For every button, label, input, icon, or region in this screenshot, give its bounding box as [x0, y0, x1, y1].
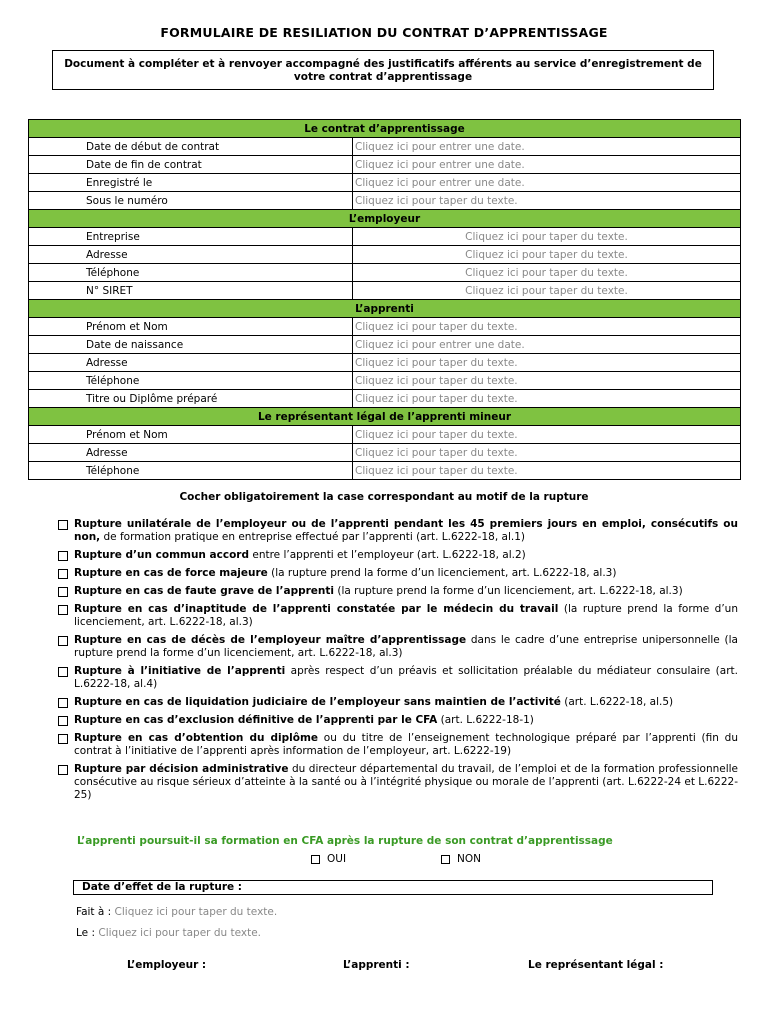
- reason-checkbox[interactable]: [58, 569, 68, 579]
- signature-apprenti: L’apprenti :: [343, 959, 410, 971]
- reason-checkbox[interactable]: [58, 765, 68, 775]
- field-input[interactable]: Cliquez ici pour taper du texte.: [353, 462, 741, 480]
- reason-text: [74, 732, 738, 758]
- field-label: Sous le numéro: [29, 192, 353, 210]
- field-input[interactable]: Cliquez ici pour taper du texte.: [353, 192, 741, 210]
- reason-checkbox[interactable]: [58, 716, 68, 726]
- reason-detail: (art. L.6222-18, al.5): [560, 696, 674, 708]
- reason-checkbox[interactable]: [58, 667, 68, 677]
- notice-box: Document à compléter et à renvoyer accompagné des justificatifs afférents au service d’enregistrement de votre contrat d’apprentissage: [52, 50, 714, 90]
- reason-item: [58, 696, 738, 709]
- field-label: Adresse: [29, 354, 353, 372]
- reason-text: [74, 518, 738, 544]
- non-label: NON: [457, 853, 481, 865]
- reason-text: [74, 567, 738, 580]
- reason-bold: Rupture en cas d’obtention du diplôme: [74, 732, 319, 744]
- field-label: Enregistré le: [29, 174, 353, 192]
- reason-detail: (la rupture prend la forme d’un licenciement, art. L.6222-18, al.3): [74, 603, 738, 628]
- reason-text: [74, 696, 738, 709]
- reason-bold: Rupture à l’initiative de l’apprenti: [74, 665, 286, 677]
- reason-bold: Rupture en cas de décès de l’employeur maître d’apprentissage: [74, 634, 467, 646]
- field-input[interactable]: Cliquez ici pour taper du texte.: [353, 228, 741, 246]
- field-label: Date de naissance: [29, 336, 353, 354]
- le-label: Le :: [76, 927, 96, 939]
- field-label: Adresse: [29, 246, 353, 264]
- reason-checkbox[interactable]: [58, 734, 68, 744]
- table-row: [29, 174, 741, 192]
- oui-label: OUI: [327, 853, 347, 865]
- reason-text: [74, 665, 738, 691]
- reason-checkbox[interactable]: [58, 605, 68, 615]
- rupture-reasons-list: [58, 518, 738, 807]
- reason-checkbox[interactable]: [58, 698, 68, 708]
- reason-detail: du directeur départemental du travail, de l’emploi et de la formation professionnelle consécutive au risque sérieux d’atteinte à la santé ou à l’intégrité physique ou morale de l’apprenti (art. L.6222-24 et L.6222-25): [74, 763, 739, 801]
- field-input[interactable]: Cliquez ici pour entrer une date.: [353, 174, 741, 192]
- field-input[interactable]: Cliquez ici pour entrer une date.: [353, 156, 741, 174]
- instruction-text: Cocher obligatoirement la case correspondant au motif de la rupture: [179, 491, 589, 503]
- reason-detail: après respect d’un préavis et sollicitation préalable du médiateur consulaire (art. L.6222-18, al.4): [74, 665, 738, 690]
- cfa-question: L’apprenti poursuit-il sa formation en CFA après la rupture de son contrat d’apprentissage: [77, 835, 613, 847]
- field-input[interactable]: Cliquez ici pour taper du texte.: [353, 264, 741, 282]
- field-input[interactable]: Cliquez ici pour taper du texte.: [353, 246, 741, 264]
- field-input[interactable]: Cliquez ici pour taper du texte.: [353, 372, 741, 390]
- reason-text: [74, 603, 738, 629]
- reason-item: [58, 585, 738, 598]
- oui-checkbox[interactable]: [311, 855, 320, 864]
- table-row: [29, 390, 741, 408]
- section-header-apprenti: L’apprenti: [29, 300, 741, 318]
- table-row: [29, 138, 741, 156]
- field-label: Date de début de contrat: [29, 138, 353, 156]
- reason-detail: dans le cadre d’une entreprise unipersonnelle (la rupture prend la forme d’un licenciement, art. L.6222-18, al.3): [74, 634, 738, 659]
- table-row: [29, 156, 741, 174]
- reason-item: [58, 567, 738, 580]
- reason-checkbox[interactable]: [58, 520, 68, 530]
- form-title: FORMULAIRE DE RESILIATION DU CONTRAT D’APPRENTISSAGE: [160, 25, 608, 40]
- field-input[interactable]: Cliquez ici pour entrer une date.: [353, 336, 741, 354]
- table-row: [29, 282, 741, 300]
- reason-item: [58, 665, 738, 691]
- field-label: Prénom et Nom: [29, 318, 353, 336]
- section-header-representant: Le représentant légal de l’apprenti mineur: [29, 408, 741, 426]
- reason-text: [74, 585, 738, 598]
- field-input[interactable]: Cliquez ici pour entrer une date.: [353, 138, 741, 156]
- field-label: Téléphone: [29, 372, 353, 390]
- reason-detail: (art. L.6222-18-1): [437, 714, 534, 726]
- reason-bold: Rupture unilatérale de l’employeur ou de l’apprenti pendant les 45 premiers jours en emploi, consécutifs ou non,: [74, 518, 738, 543]
- table-row: [29, 372, 741, 390]
- reason-item: [58, 714, 738, 727]
- reason-item: [58, 518, 738, 544]
- reason-text: [74, 763, 738, 802]
- reason-bold: Rupture en cas d’inaptitude de l’apprenti constatée par le médecin du travail: [74, 603, 559, 615]
- reason-bold: Rupture en cas de liquidation judiciaire de l’employeur sans maintien de l’activité: [74, 696, 561, 708]
- field-label: Téléphone: [29, 264, 353, 282]
- reason-bold: Rupture en cas d’exclusion définitive de l’apprenti par le CFA: [74, 714, 438, 726]
- table-row: [29, 354, 741, 372]
- table-row: [29, 192, 741, 210]
- signature-employeur: L’employeur :: [127, 959, 207, 971]
- reason-checkbox[interactable]: [58, 636, 68, 646]
- field-label: Date de fin de contrat: [29, 156, 353, 174]
- field-input[interactable]: Cliquez ici pour taper du texte.: [353, 318, 741, 336]
- table-row: [29, 426, 741, 444]
- reason-bold: Rupture d’un commun accord: [74, 549, 250, 561]
- reason-item: [58, 549, 738, 562]
- reason-bold: Rupture par décision administrative: [74, 763, 289, 775]
- table-row: [29, 228, 741, 246]
- reason-bold: Rupture en cas de faute grave de l’apprenti: [74, 585, 335, 597]
- fait-a-input[interactable]: Cliquez ici pour taper du texte.: [114, 906, 278, 918]
- oui-option[interactable]: [311, 853, 346, 865]
- field-label: N° SIRET: [29, 282, 353, 300]
- reason-detail: de formation pratique en entreprise effectué par l’apprenti (art. L.6222-18, al.1): [100, 531, 525, 543]
- le-input[interactable]: Cliquez ici pour taper du texte.: [98, 927, 262, 939]
- field-label: Titre ou Diplôme préparé: [29, 390, 353, 408]
- field-input[interactable]: Cliquez ici pour taper du texte.: [353, 282, 741, 300]
- table-row: [29, 462, 741, 480]
- non-checkbox[interactable]: [441, 855, 450, 864]
- table-row: [29, 336, 741, 354]
- reason-text: [74, 714, 738, 727]
- field-input[interactable]: Cliquez ici pour taper du texte.: [353, 354, 741, 372]
- reason-detail: entre l’apprenti et l’employeur (art. L.6222-18, al.2): [249, 549, 526, 561]
- reason-item: [58, 634, 738, 660]
- reason-text: [74, 634, 738, 660]
- table-row: [29, 444, 741, 462]
- field-label: Adresse: [29, 444, 353, 462]
- reason-item: [58, 603, 738, 629]
- reason-item: [58, 732, 738, 758]
- reason-checkbox[interactable]: [58, 587, 68, 597]
- table-row: [29, 246, 741, 264]
- reason-detail: ou du titre de l’enseignement technologique préparé par l’apprenti (fin du contrat à l’initiative de l’apprenti après information de l’employeur, art. L.6222-19): [74, 732, 738, 757]
- signature-representant: Le représentant légal :: [528, 959, 664, 971]
- field-input[interactable]: Cliquez ici pour taper du texte.: [353, 426, 741, 444]
- section-header-contrat: Le contrat d’apprentissage: [29, 120, 741, 138]
- section-header-employeur: L’employeur: [29, 210, 741, 228]
- fait-a-label: Fait à :: [76, 906, 112, 918]
- field-label: Prénom et Nom: [29, 426, 353, 444]
- table-row: [29, 318, 741, 336]
- reason-checkbox[interactable]: [58, 551, 68, 561]
- reason-text: [74, 549, 738, 562]
- date-effet-field[interactable]: [73, 880, 713, 895]
- reason-item: [58, 763, 738, 802]
- field-label: Entreprise: [29, 228, 353, 246]
- field-input[interactable]: Cliquez ici pour taper du texte.: [353, 390, 741, 408]
- field-label: Téléphone: [29, 462, 353, 480]
- le-row: [76, 927, 261, 939]
- table-row: [29, 264, 741, 282]
- fait-a-row: [76, 906, 277, 918]
- non-option[interactable]: [441, 853, 481, 865]
- reason-bold: Rupture en cas de force majeure: [74, 567, 268, 579]
- field-input[interactable]: Cliquez ici pour taper du texte.: [353, 444, 741, 462]
- contract-info-table: [28, 119, 741, 480]
- reason-detail: (la rupture prend la forme d’un licenciement, art. L.6222-18, al.3): [267, 567, 617, 579]
- date-effet-label: Date d’effet de la rupture :: [82, 881, 242, 893]
- reason-detail: (la rupture prend la forme d’un licenciement, art. L.6222-18, al.3): [334, 585, 683, 597]
